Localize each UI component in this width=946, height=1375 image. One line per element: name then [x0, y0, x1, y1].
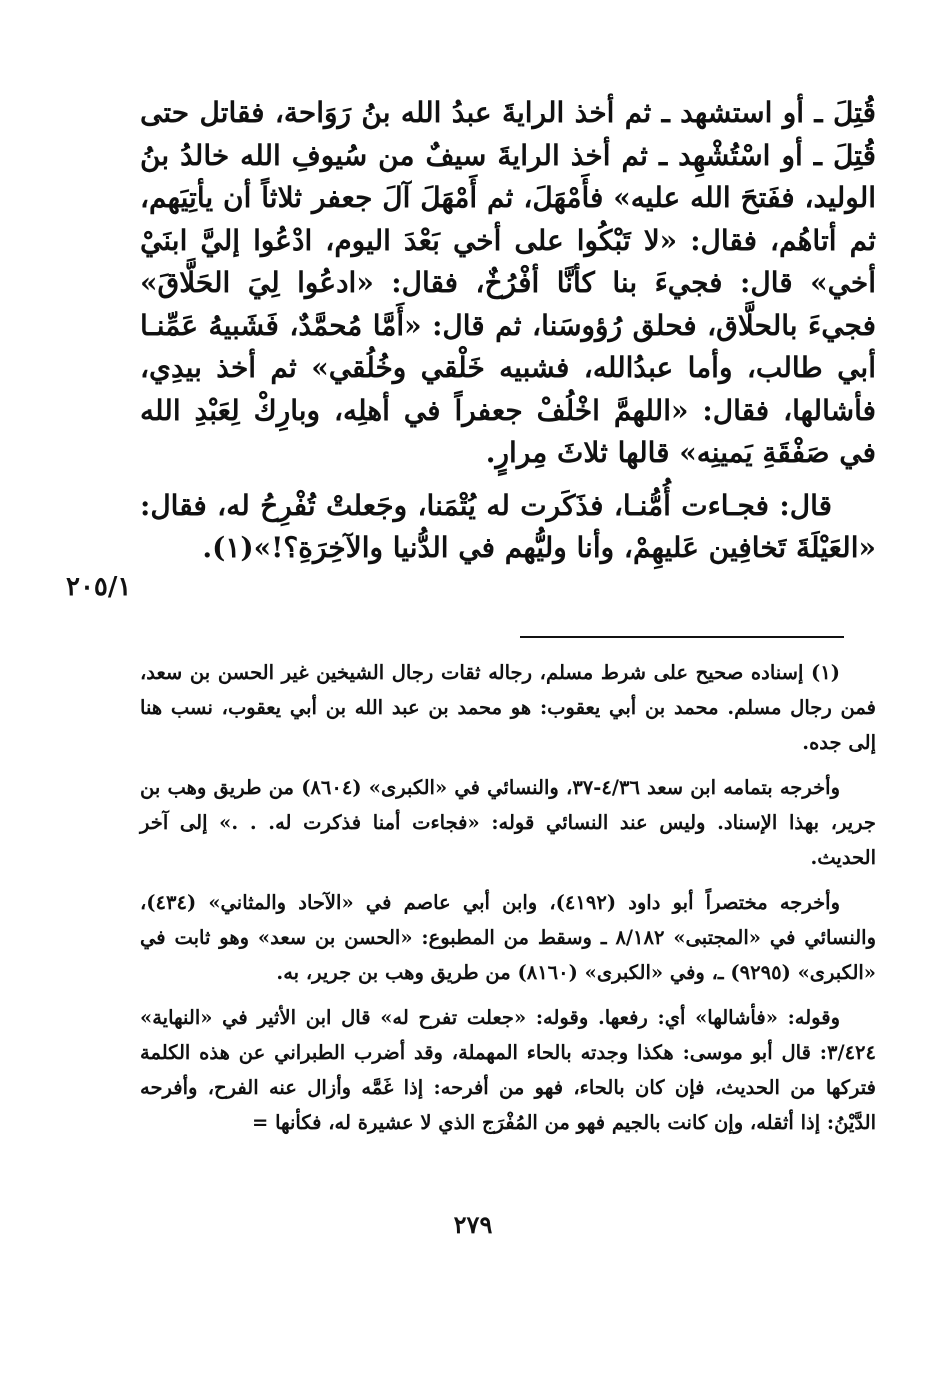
main-text-block: [140, 92, 876, 580]
footnote-paragraph-2: وأخرجه بتمامه ابن سعد ٤/٣٦-٣٧، والنسائي في «الكبرى» (٨٦٠٤) من طريق وهب بن جرير، بهذا الإسناد. وليس عند النسائي قوله: «فجاءت أمنا فذكرت له. . .» إلى آخر الحديث.: [140, 776, 876, 869]
footnote-paragraph-4: وقوله: «فأشالها» أي: رفعها. وقوله: «جعلت تفرح له» قال ابن الأثير في «النهاية» ٣/٤٢٤: قال أبو موسى: هكذا وجدته بالحاء المهملة، وقد أضرب الطبراني عن هذه الكلمة فتركها من الحديث، فإن كان بالحاء، فهو من أفرحه: إذا غَمَّه وأزال عنه الفرح، وأفرحه الدَّيْنُ: إذا أثقله، وإن كانت بالجيم فهو من المُفْرَج الذي لا عشيرة له، فكأنها =: [140, 1006, 876, 1134]
footnote-paragraph-1: (١) إسناده صحيح على شرط مسلم، رجاله ثقات رجال الشيخين غير الحسن بن سعد، فمن رجال مسلم. محمد بن أبي يعقوب: هو محمد بن عبد الله بن أبي يعقوب، نسب هنا إلى جده.: [140, 661, 876, 754]
main-paragraph-1: قُتِلَ ـ أو استشهد ـ ثم أخذ الرايةَ عبدُ الله بنُ رَوَاحة، فقاتل حتى قُتِلَ ـ أو اسْتُشْهِد ـ ثم أخذ الرايةَ سيفٌ من سُيوفِ الله خالدُ بنُ الوليد، ففَتحَ الله عليه» فأَمْهَلَ، ثم أَمْهَلَ آلَ جعفر ثلاثاً أن يأتِيَهم، ثم أتاهُم، فقال: «لا تَبْكُوا على أخي بَعْدَ اليوم، ادْعُوا إليَّ ابنَيْ أخي» قال: فجيءَ بنا كأنَّا أفْرُخٌ، فقال: «ادعُوا لِيَ الحَلَّاقَ» فجيءَ بالحلَّاق، فحلق رُؤوسَنا، ثم قال: «أَمَّا مُحمَّدٌ، فَشَبيهُ عَمِّنـا أبي طالب، وأما عبدُالله، فشبيه خَلْقي وخُلُقي» ثم أخذ بيدِي، فأشالها، فقال: «اللهمَّ اخْلُفْ جعفراً في أهلِه، وبارِكْ لِعَبْدِ الله في صَفْقَةِ يَمينِه» قالها ثلاثَ مِرارٍ.: [140, 96, 876, 469]
footnotes-block: [140, 655, 876, 1150]
main-paragraph-2: قال: فجـاءت أُمُّنـا، فذَكَرت له يُتْمَنا، وجَعلتْ تُفْرِحُ له، فقال: «العَيْلَةَ تَخافِين عَليهِمْ، وأنا وليُّهم في الدُّنيا والآخِرَةِ؟!»(١).: [140, 488, 876, 564]
footnote-paragraph-3: وأخرجه مختصراً أبو داود (٤١٩٢)، وابن أبي عاصم في «الآحاد والمثاني» (٤٣٤)، والنسائي في «المجتبى» ٨/١٨٢ ـ وسقط من المطبوع: «الحسن بن سعد» وهو ثابت في «الكبرى» (٩٢٩٥) ـ، وفي «الكبرى» (٨١٦٠) من طريق وهب بن جرير، به.: [140, 891, 876, 984]
footnote-separator: [520, 636, 844, 638]
margin-reference: ٢٠٥/١: [66, 572, 132, 602]
page-number: ٢٧٩: [453, 1210, 493, 1239]
